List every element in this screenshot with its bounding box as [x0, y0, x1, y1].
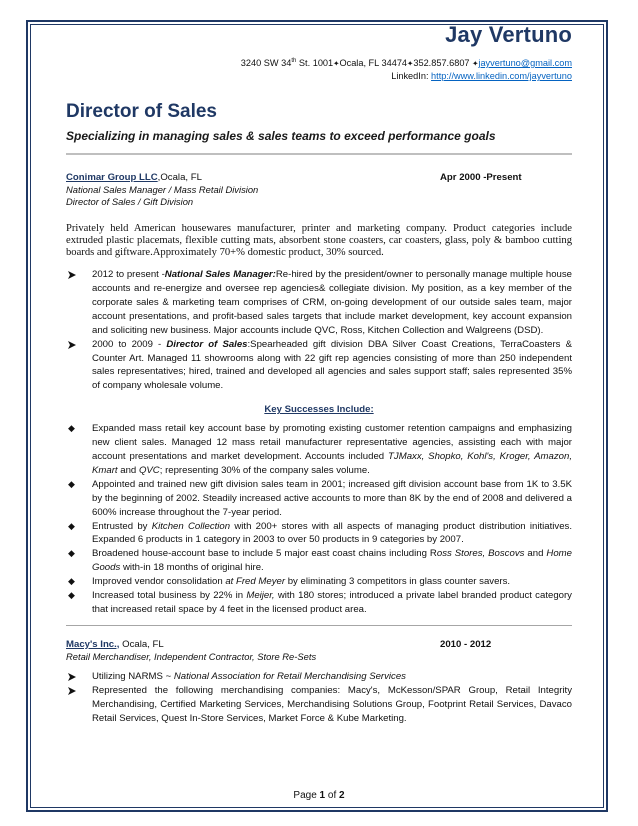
role-item	[66, 268, 572, 338]
success-text: Expanded mass retail key account base by promoting existing customer retention campaigns and emphasizing new client sales. Managed 12 mass retail manufacturer representative agencies, assisting each with major account presentations and market development. Accounts included	[92, 423, 572, 463]
success-text-italic: Home Goods	[92, 548, 572, 574]
success-text: Appointed and trained new gift division sales team in 2001; increased gift division account base from 1K to 3.5K by the beginning of 2002. Steadily increased active accounts to more than 8K by the end of 2008 and delivered a 600% increase throughout the 7-year period.	[92, 478, 572, 518]
resume-content	[66, 22, 572, 726]
page-of-label: of	[325, 790, 340, 801]
success-text: and	[524, 548, 547, 560]
page-total: 2	[339, 790, 345, 801]
success-item	[66, 575, 572, 589]
role-item	[66, 338, 572, 394]
page-label: Page	[293, 790, 320, 801]
merch-item	[66, 684, 572, 726]
role-description: Re-hired by the president/owner to personally manage multiple house accounts and re-energize and oversee rep agencies& collegiate division. My position, as a key member of the corporate sales & marketing team comprises of CRM, on-going development of our outside sales team, major account presentations, and profit-based sales targets that include market development, key account expansion and soliciting new business. Major accounts include QVC, Ross, Kitchen Collection and Walgreens (DSD).	[92, 269, 572, 336]
successes-list	[66, 422, 572, 617]
section-divider	[66, 153, 572, 155]
address-ordinal: th	[291, 58, 297, 64]
diamond-bullet-icon: ◆	[68, 576, 75, 587]
role-description: :Spearheaded gift division DBA Silver Coast Creations, TerraCoasters & Counter Art. Managed 11 showrooms along with 22 gift rep agencies consisting of more than 250 independent sales representatives; hired, trained and developed all agencies and sales support staff; sales represented 35% of company wholesale volume.	[92, 338, 572, 392]
success-text: by eliminating 3 competitors in glass counter savers.	[285, 576, 511, 588]
candidate-name: Jay Vertuno	[445, 22, 572, 47]
phone-number: 352.857.6807	[413, 58, 473, 69]
merch-text: Utilizing NARMS ~	[92, 670, 174, 682]
headline-subtitle: Specializing in managing sales & sales teams to exceed performance goals	[66, 129, 496, 144]
success-text: Improved vendor consolidation	[92, 576, 226, 588]
page-number: 1	[319, 790, 326, 801]
contact-info	[66, 55, 572, 82]
arrow-bullet-icon	[67, 270, 77, 280]
job-dates: Apr 2000 -Present	[440, 172, 522, 184]
arrow-bullet-icon	[67, 672, 77, 682]
success-item	[66, 422, 572, 478]
page-footer	[0, 790, 638, 802]
success-text: with-in 18 months of original hire.	[120, 562, 264, 574]
linkedin-label: LinkedIn:	[391, 71, 432, 82]
linkedin-link[interactable]: http://www.linkedin.com/jayvertuno	[431, 71, 572, 82]
success-text: with 180 stores; introduced a private label branded product category that increased retail space by 4 feet in the licensed product area.	[92, 590, 572, 615]
email-link[interactable]: jayvertuno@gmail.com	[478, 58, 572, 69]
success-item	[66, 547, 572, 575]
success-text-italic: oss Stores, Boscovs	[436, 548, 525, 560]
role-title: National Sales Manager:	[164, 269, 276, 281]
success-item	[66, 589, 572, 617]
success-item	[66, 478, 572, 520]
address-street: 3240 SW 34	[240, 58, 292, 69]
success-text: and	[117, 464, 139, 476]
company-location: Ocala, FL	[119, 638, 164, 650]
company-name: Macy's Inc.,	[66, 638, 120, 650]
merch-text: Represented the following merchandising companies: Macy's, McKesson/SPAR Group, Retail Integrity Merchandising, Certified Marketing Services, Merchandising Solutions Group, Footprint Retail Services, Davaco Retail Services, Quest In-Store Services, Market Force & Kube Marketing.	[92, 684, 572, 724]
section-divider	[66, 625, 572, 626]
contact-line-address	[66, 55, 572, 70]
job-header-macys	[66, 639, 572, 651]
success-text-italic: TJMaxx, Shopko, Kohl's, Kroger, Amazon, Kmart	[92, 451, 572, 476]
contact-line-linkedin	[66, 70, 572, 82]
job-role-line: Retail Merchandiser, Independent Contractor, Store Re-Sets	[66, 650, 317, 662]
diamond-bullet-icon: ◆	[68, 478, 75, 489]
success-text-italic: Meijer,	[246, 590, 275, 602]
separator-icon: ✦	[333, 59, 340, 69]
diamond-bullet-icon: ◆	[68, 590, 75, 601]
role-period: 2012 to present -	[92, 269, 165, 281]
diamond-bullet-icon: ◆	[68, 548, 75, 559]
company-summary: Privately held American housewares manufacturer, printer and marketing company. Product categories include extruded plastic placemats, flexible cutting mats, absorbent stone coasters, car coasters, glass, poly & bamboo cutting boards and giftware.Approximately 70+% domestic product, 30% sourced.	[66, 223, 572, 259]
success-text-italic: Kitchen Collection	[151, 520, 231, 532]
merch-item	[66, 670, 572, 684]
job-dates: 2010 - 2012	[440, 638, 492, 650]
job-header-conimar	[66, 172, 572, 184]
success-text-italic: QVC	[138, 464, 160, 476]
address-city: Ocala, FL 34474	[339, 58, 408, 69]
arrow-bullet-icon	[67, 686, 77, 696]
separator-icon: ✦	[407, 59, 414, 69]
merch-list	[66, 670, 572, 726]
diamond-bullet-icon: ◆	[68, 520, 75, 531]
success-text: Broadened house-account base to include 5 major east coast chains including R	[92, 548, 437, 560]
success-text: with 200+ stores with all aspects of managing product distribution initiatives. Expanded 6 products in 1 category in 2003 to over 50 products in 9 categories by 2007.	[92, 520, 573, 546]
role-list	[66, 268, 572, 393]
success-text: Entrusted by	[92, 520, 152, 532]
success-text: Increased total business by 22% in	[92, 590, 247, 602]
success-text: ; representing 30% of the company sales volume.	[159, 464, 370, 476]
company-name: Conimar Group LLC	[66, 172, 158, 184]
address-unit: St. 1001	[296, 58, 334, 69]
company-location: ,Ocala, FL	[157, 172, 202, 184]
role-title: Director of Sales	[166, 338, 248, 350]
role-period: 2000 to 2009 -	[92, 338, 167, 350]
headline-title: Director of Sales	[66, 101, 217, 123]
job-role-line: National Sales Manager / Mass Retail Division	[66, 184, 259, 196]
arrow-bullet-icon	[67, 340, 77, 350]
success-item	[66, 520, 572, 548]
key-successes-heading: Key Successes Include:	[264, 404, 374, 416]
merch-text-italic: National Association for Retail Merchandising Services	[173, 670, 406, 682]
diamond-bullet-icon: ◆	[68, 423, 75, 434]
success-text-italic: at Fred Meyer	[225, 576, 286, 588]
job-role-line: Director of Sales / Gift Division	[66, 196, 194, 208]
separator-icon: ✦	[472, 59, 479, 69]
